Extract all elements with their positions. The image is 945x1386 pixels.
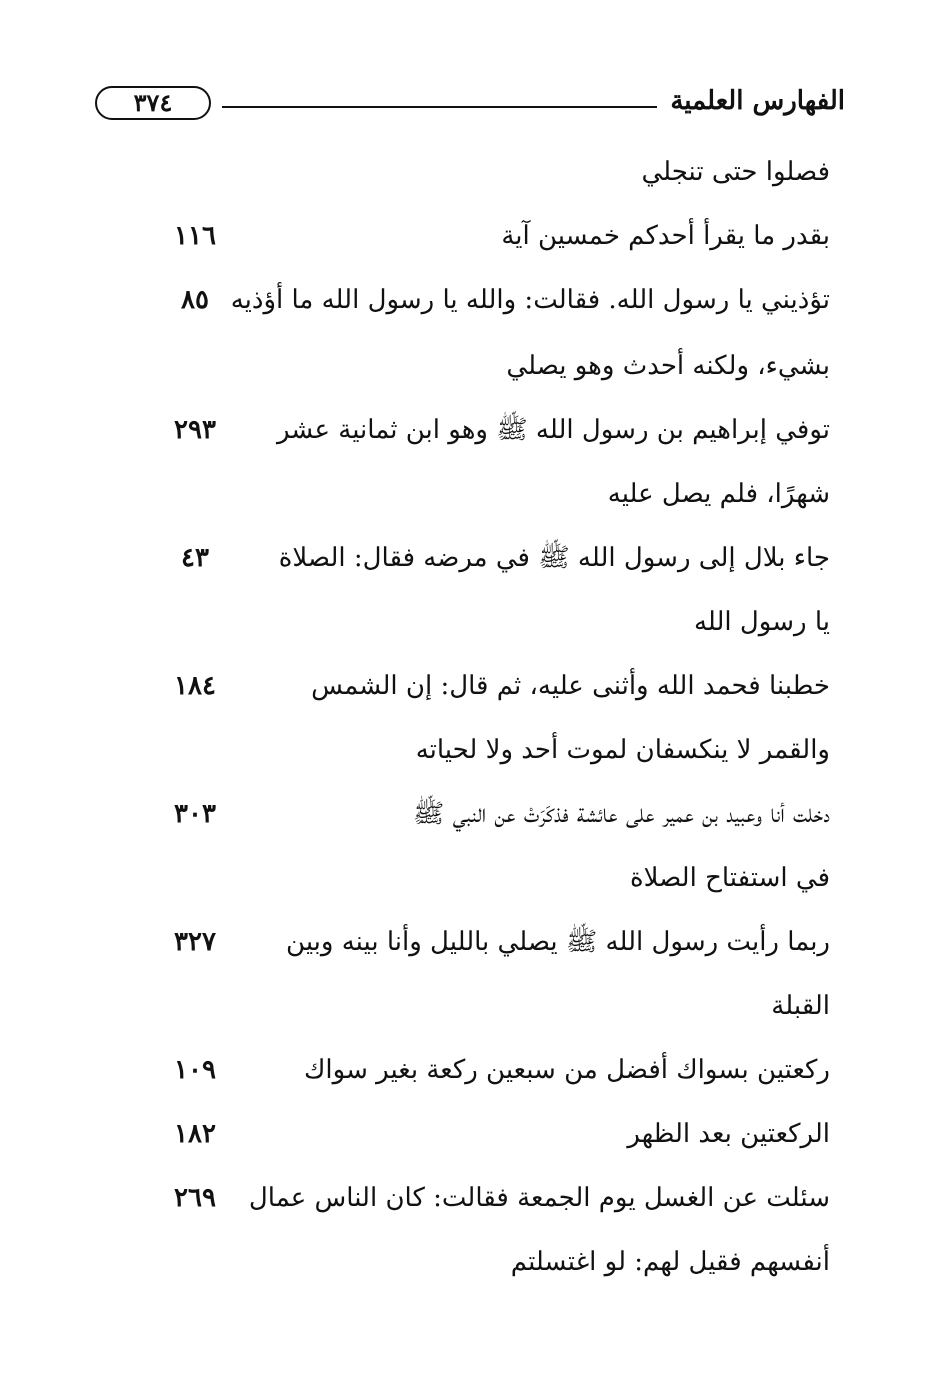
text-line: سئلت عن الغسل يوم الجمعة فقالت: كان الناس عمال — [248, 1183, 830, 1213]
page-reference: ٢٦٩ — [174, 1183, 216, 1213]
page-reference: ٨٥ — [181, 285, 209, 315]
page-reference: ٣٠٣ — [174, 799, 216, 829]
page-reference: ٣٢٧ — [174, 927, 216, 957]
text-line: القبلة — [771, 991, 830, 1021]
page-reference: ٢٩٣ — [174, 415, 216, 445]
text-line: جاء بلال إلى رسول الله ﷺ في مرضه فقال: الصلاة — [278, 543, 830, 573]
text-line: ربما رأيت رسول الله ﷺ يصلي بالليل وأنا بينه وبين — [286, 927, 830, 957]
text-line: في استفتاح الصلاة — [629, 863, 830, 893]
text-line: فصلوا حتى تنجلي — [641, 157, 830, 187]
page-number-badge: ٣٧٤ — [95, 86, 211, 120]
text-line: أنفسهم فقيل لهم: لو اغتسلتم — [510, 1247, 830, 1277]
page-reference: ١٨٤ — [174, 671, 216, 701]
text-line: دخلت أنا وعبيد بن عمير على عائشة فذكَرَتْ عن النبي ﷺ — [412, 799, 830, 829]
text-line: ركعتين بسواك أفضل من سبعين ركعة بغير سواك — [303, 1055, 830, 1085]
page-reference: ١٠٩ — [174, 1055, 216, 1085]
header-rule — [222, 106, 657, 108]
page-reference: ١١٦ — [174, 221, 216, 251]
text-line: توفي إبراهيم بن رسول الله ﷺ وهو ابن ثمانية عشر — [276, 415, 830, 445]
text-line: بقدر ما يقرأ أحدكم خمسين آية — [501, 221, 830, 251]
page-reference: ١٨٢ — [174, 1119, 216, 1149]
text-line: شهرًا، فلم يصل عليه — [607, 479, 830, 509]
text-line: خطبنا فحمد الله وأثنى عليه، ثم قال: إن الشمس — [311, 671, 830, 701]
text-line: يا رسول الله — [693, 607, 830, 637]
text-line: تؤذيني يا رسول الله. فقالت: والله يا رسول الله ما أؤذيه — [230, 285, 830, 315]
page-header — [95, 82, 845, 126]
text-line: الركعتين بعد الظهر — [627, 1119, 830, 1149]
text-line: بشيء، ولكنه أحدث وهو يصلي — [506, 351, 830, 381]
page-reference: ٤٣ — [181, 543, 209, 573]
text-line: والقمر لا ينكسفان لموت أحد ولا لحياته — [415, 735, 830, 765]
header-title: الفهارس العلمية — [670, 86, 845, 116]
